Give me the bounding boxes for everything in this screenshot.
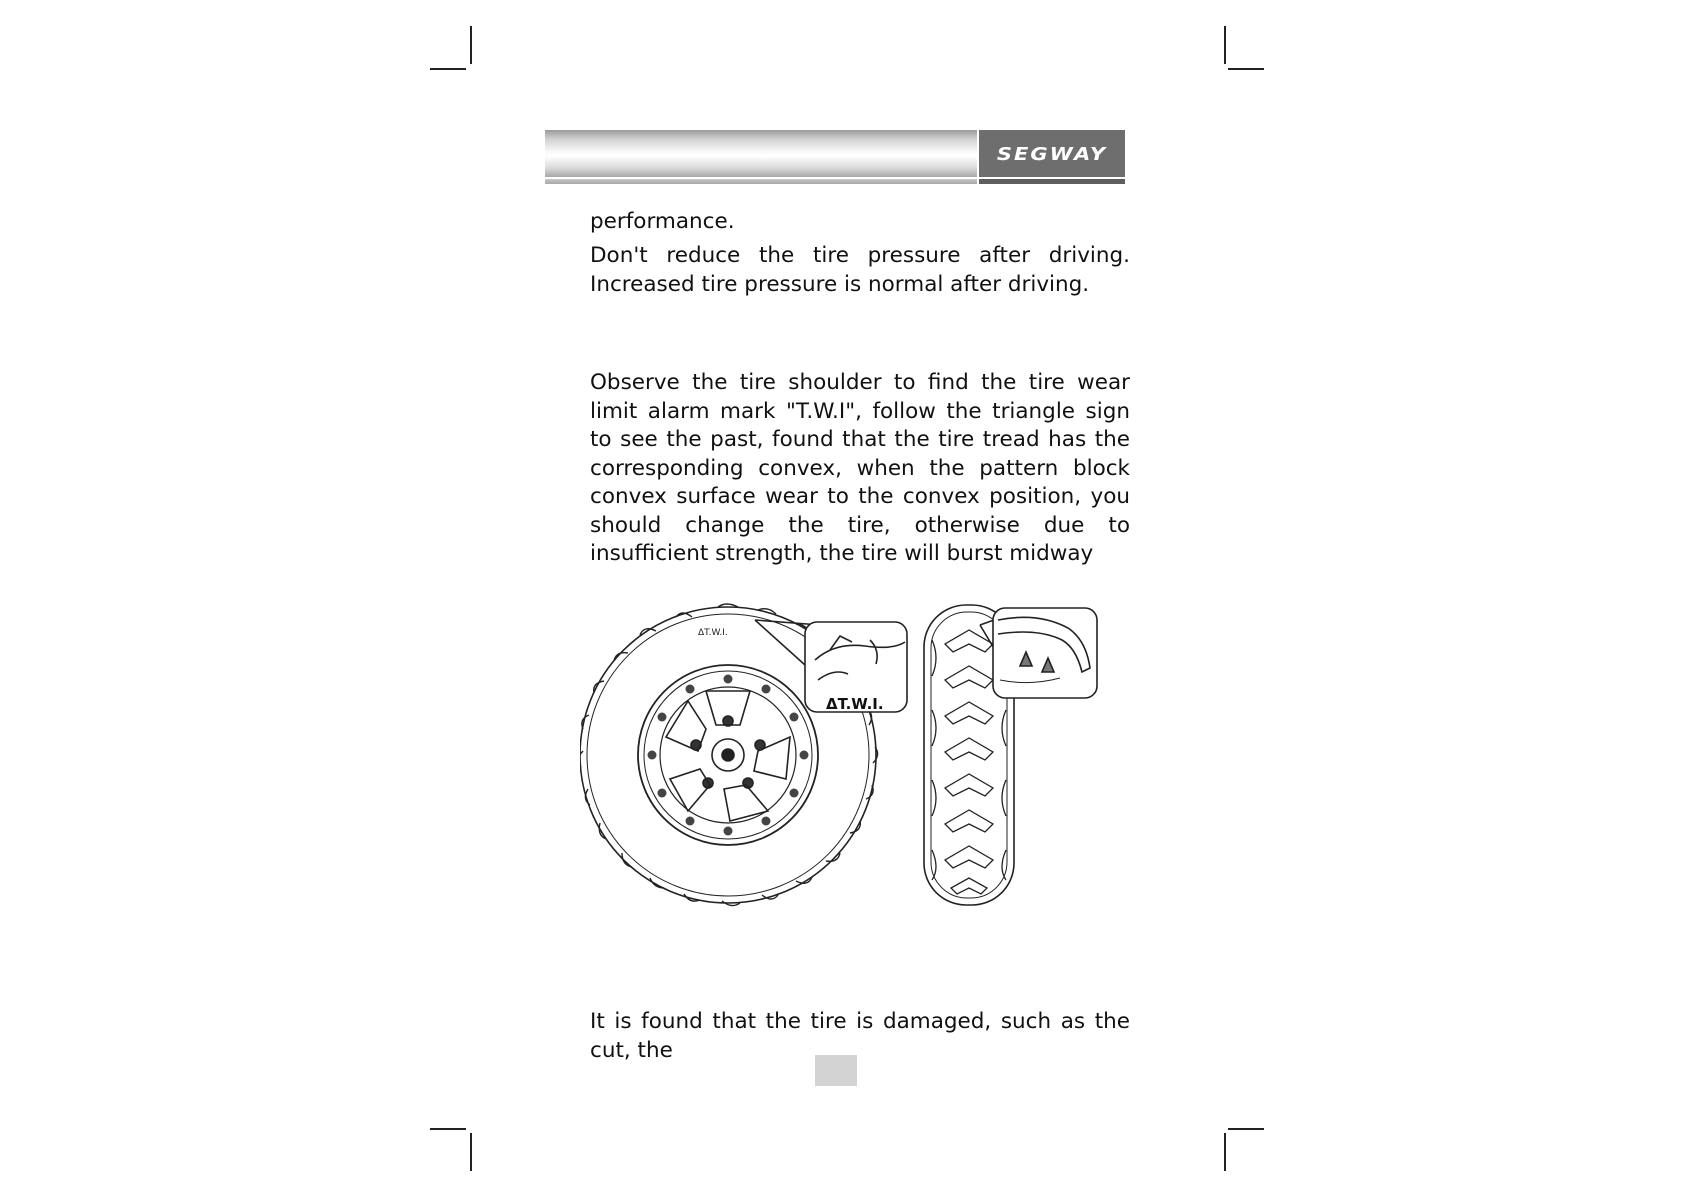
crop-mark	[1228, 68, 1264, 70]
page-number-box	[815, 1055, 857, 1086]
paragraph-tire-damage: It is found that the tire is damaged, such as the cut, the	[590, 1009, 1130, 1063]
twi-callout-label: ΔT.W.I.	[826, 695, 884, 713]
brand-underline	[979, 179, 1125, 184]
paragraph-tire-pressure: Don't reduce the tire pressure after driving. Increased tire pressure is normal after driving.	[590, 243, 1130, 297]
crop-mark	[1228, 1128, 1264, 1130]
header-gradient-bar	[545, 130, 977, 177]
svg-text:ΔT.W.I.: ΔT.W.I.	[698, 628, 728, 638]
crop-mark	[470, 1133, 472, 1171]
twi-callout-front	[980, 608, 1097, 698]
tire-illustration	[580, 600, 1100, 910]
crop-mark	[430, 68, 466, 70]
brand-logo	[979, 130, 1125, 177]
crop-mark	[1224, 1133, 1226, 1171]
brand-text: SEGWAY	[996, 143, 1108, 164]
paragraph-performance: performance.	[590, 209, 735, 234]
header-underline	[545, 179, 977, 184]
crop-mark	[1224, 26, 1226, 64]
crop-mark	[470, 26, 472, 64]
crop-mark	[430, 1128, 466, 1130]
page-header	[545, 130, 1125, 184]
paragraph-tire-wear: Observe the tire shoulder to find the tire wear limit alarm mark "T.W.I", follow the triangle sign to see the past, found that the tire tread has the corresponding convex, when the pattern block convex surface wear to the convex position, you should change the tire, otherwise due to insufficient strength, the tire will burst midway	[590, 370, 1130, 566]
